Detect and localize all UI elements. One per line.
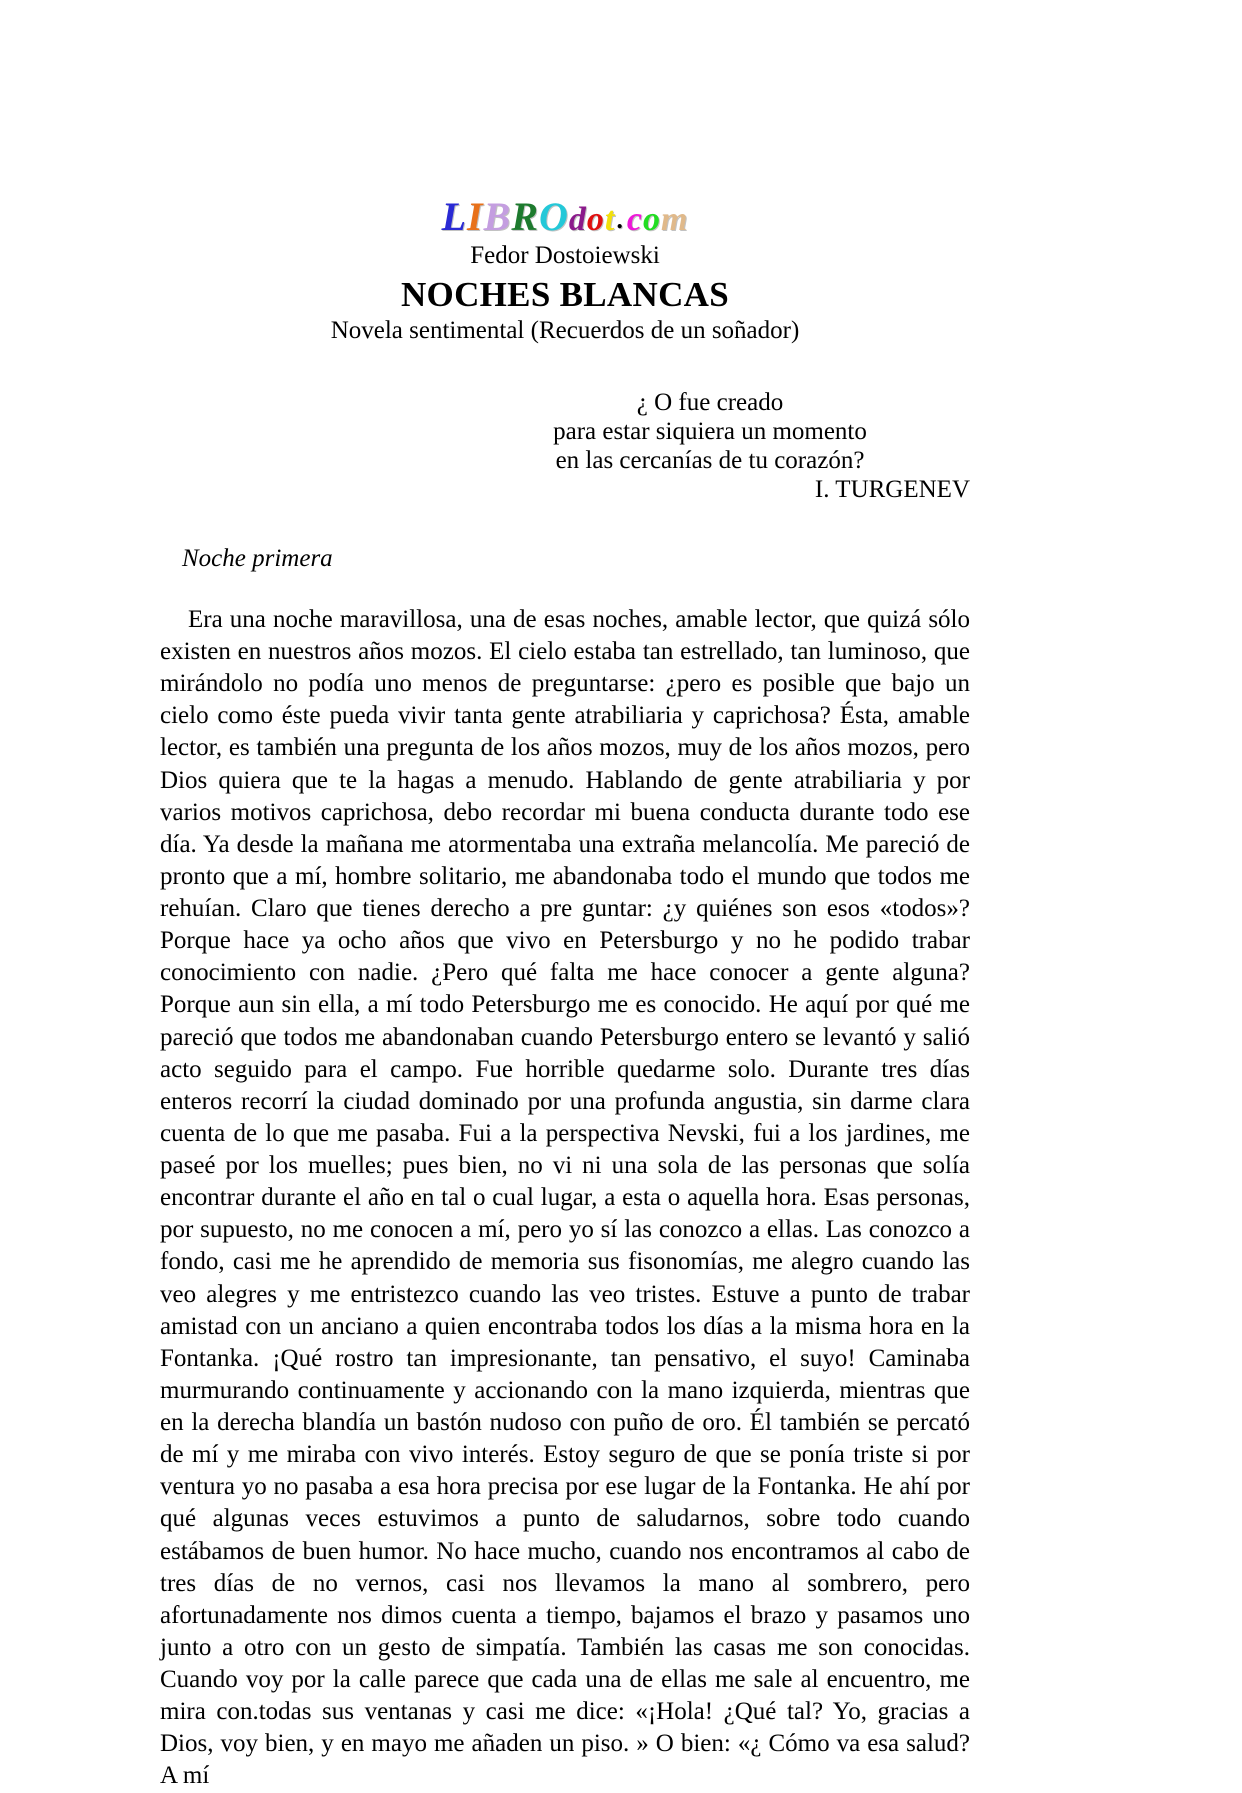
logo-letter-o: o [642,201,661,238]
logo-letter-m: m [660,201,689,238]
epigraph-line: en las cercanías de tu corazón? [555,446,865,474]
logo-letter-B: B [483,194,512,239]
logo-letter-L: L [441,194,468,239]
logo-letter-dot: . [617,205,625,234]
epigraph-block [160,388,970,504]
book-subtitle: Novela sentimental (Recuerdos de un soñador) [330,317,800,345]
logo-letter-R: R [511,194,539,239]
logo-letter-t: t [604,201,616,238]
epigraph-attribution: I. TURGENEV [814,475,970,503]
logo-letter-I: I [467,194,484,239]
epigraph-line: ¿ O fue creado [636,388,784,416]
logo-letter-c: c [626,201,643,238]
page-content [160,196,970,1793]
section-heading-noche-primera: Noche primera [182,544,333,572]
body-paragraph: Era una noche maravillosa, una de esas noches, amable lector, que quizá sólo existen en nuestros años mozos. El cielo estaba tan estrellado, tan luminoso, que mirándolo no podía uno menos de preguntarse: ¿pero es posible que bajo un cielo como éste pueda vivir tanta gente atrabiliaria y caprichosa? Ésta, amable lector, es también una pregunta de los años mozos, muy de los años mozos, pero Dios quiera que te la hagas a menudo. Hablando de gente atrabiliaria y por varios motivos caprichosa, debo recordar mi buena conducta durante todo ese día. Ya desde la mañana me atormentaba una extraña melancolía. Me pareció de pronto que a mí, hombre solitario, me abandonaba todo el mundo que todos me rehuían. Claro que tienes derecho a pre guntar: ¿y quiénes son esos «todos»? Porque hace ya ocho años que vivo en Petersburgo y no he podido trabar conocimiento con nadie. ¿Pero qué falta me hace conocer a gente alguna? Porque aun sin ella, a mí todo Petersburgo me es conocido. He aquí por qué me pareció que todos me abandonaban cuando Petersburgo entero se levantó y salió acto seguido para el campo. Fue horrible quedarme solo. Durante tres días enteros recorrí la ciudad dominado por una profunda angustia, sin darme clara cuenta de lo que me pasaba. Fui a la perspectiva Nevski, fui a los jardines, me paseé por los muelles; pues bien, no vi ni una sola de las personas que solía encontrar durante el año en tal o cual lugar, a esta o aquella hora. Esas personas, por supuesto, no me conocen a mí, pero yo sí las conozco a ellas. Las conozco a fondo, casi me he aprendido de memoria sus fisonomías, me alegro cuando las veo alegres y me entristezco cuando las veo tristes. Estuve a punto de trabar amistad con un anciano a quien encontraba todos los días a la misma hora en la Fontanka. ¡Qué rostro tan impresionante, tan pensativo, el suyo! Caminaba murmurando continuamente y accionando con la mano izquierda, mientras que en la derecha blandía un bastón nudoso con puño de oro. Él también se percató de mí y me miraba con vivo interés. Estoy seguro de que se ponía triste si por ventura yo no pasaba a esa hora precisa por ese lugar de la Fontanka. He ahí por qué algunas veces estuvimos a punto de saludarnos, sobre todo cuando estábamos de buen humor. No hace mucho, cuando nos encontramos al cabo de tres días de no vernos, casi nos llevamos la mano al sombrero, pero afortunadamente nos dimos cuenta a tiempo, bajamos el brazo y pasamos uno junto a otro con un gesto de simpatía. También las casas me son conocidas. Cuando voy por la calle parece que cada una de ellas me sale al encuentro, me mira con.todas sus ventanas y casi me dice: «¡Hola! ¿Qué tal? Yo, gracias a Dios, voy bien, y en mayo me añaden un piso. » O bien: «¿ Cómo va esa salud? A mí [160,605,970,1790]
logo-letter-o: o [586,201,605,238]
book-title: NOCHES BLANCAS [400,274,730,314]
logo-letter-d: d [568,201,587,238]
logo-letter-O: O [539,194,569,239]
librodot-com-logo[interactable] [160,196,970,238]
author-name: Fedor Dostoiewski [470,242,660,269]
epigraph-line: para estar siquiera un momento [553,417,867,445]
